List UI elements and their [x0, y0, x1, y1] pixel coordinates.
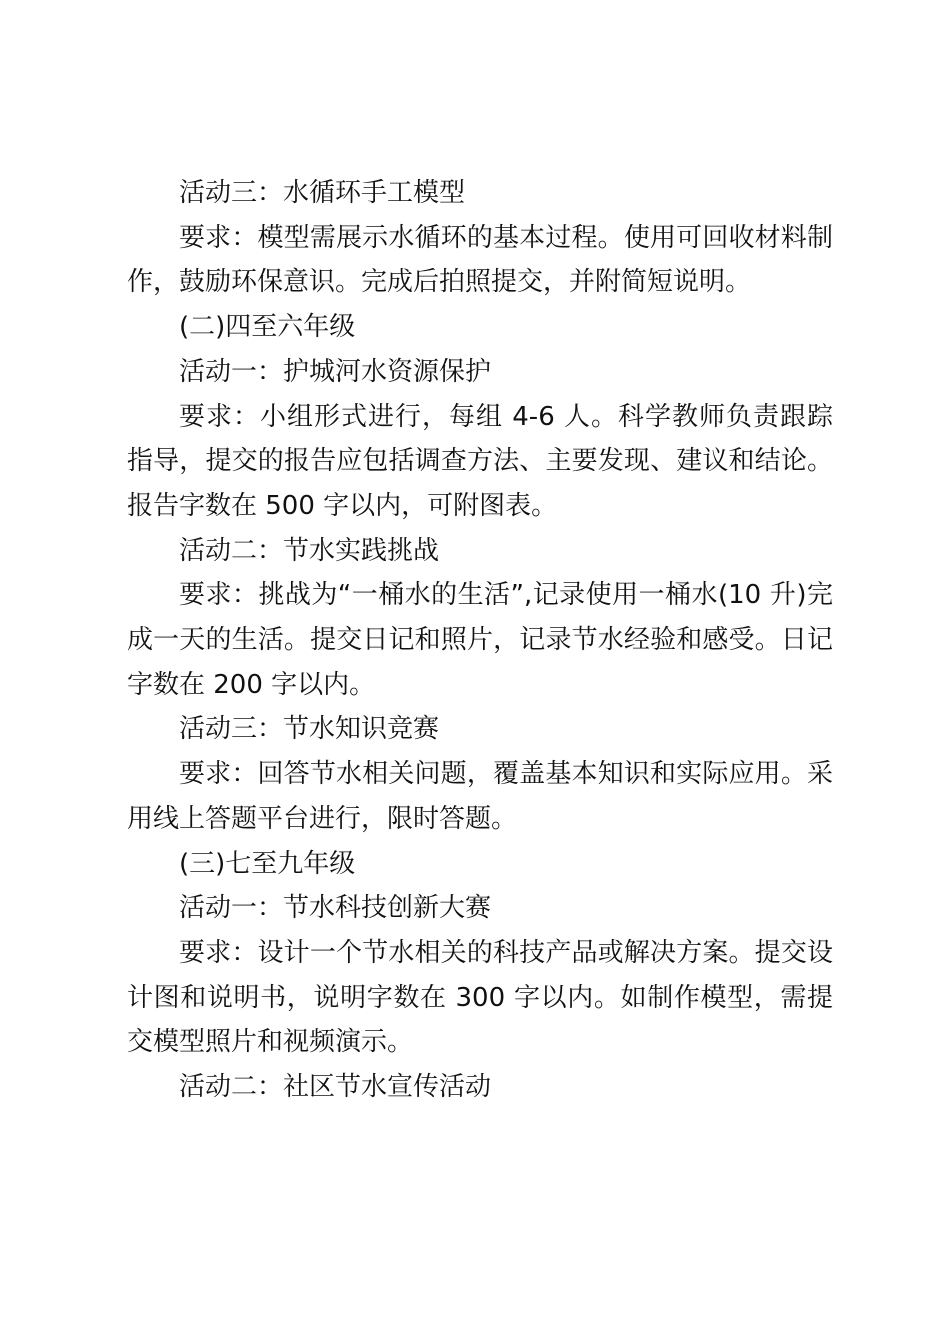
activity-heading: 活动三：节水知识竞赛: [179, 714, 440, 745]
activity-heading: 活动二：社区节水宣传活动: [179, 1072, 492, 1103]
grade-section-heading: (二)四至六年级: [179, 312, 356, 343]
grade-section-heading: (三)七至九年级: [179, 848, 356, 879]
activity-heading: 活动二：节水实践挑战: [179, 535, 440, 566]
requirement-paragraph: 要求：小组形式进行，每组 4-6 人。科学教师负责跟踪指导，提交的报告应包括调查方法、主要发现、建议和结论。报告字数在 500 字以内，可附图表。: [127, 401, 833, 521]
activity-heading: 活动一：护城河水资源保护: [179, 356, 492, 387]
requirement-paragraph: 要求：模型需展示水循环的基本过程。使用可回收材料制作，鼓励环保意识。完成后拍照提交，并附简短说明。: [127, 222, 833, 298]
requirement-paragraph: 要求：回答节水相关问题，覆盖基本知识和实际应用。采用线上答题平台进行，限时答题。: [127, 759, 833, 834]
requirement-paragraph: 要求：设计一个节水相关的科技产品或解决方案。提交设计图和说明书，说明字数在 300 字以内。如制作模型，需提交模型照片和视频演示。: [127, 937, 833, 1058]
activity-heading: 活动三：水循环手工模型: [179, 178, 466, 208]
activity-heading: 活动一：节水科技创新大赛: [179, 893, 492, 924]
document-body: [127, 171, 833, 1110]
requirement-paragraph: 要求：挑战为“一桶水的生活”,记录使用一桶水(10 升)完成一天的生活。提交日记和照片，记录节水经验和感受。日记字数在 200 字以内。: [127, 580, 833, 700]
